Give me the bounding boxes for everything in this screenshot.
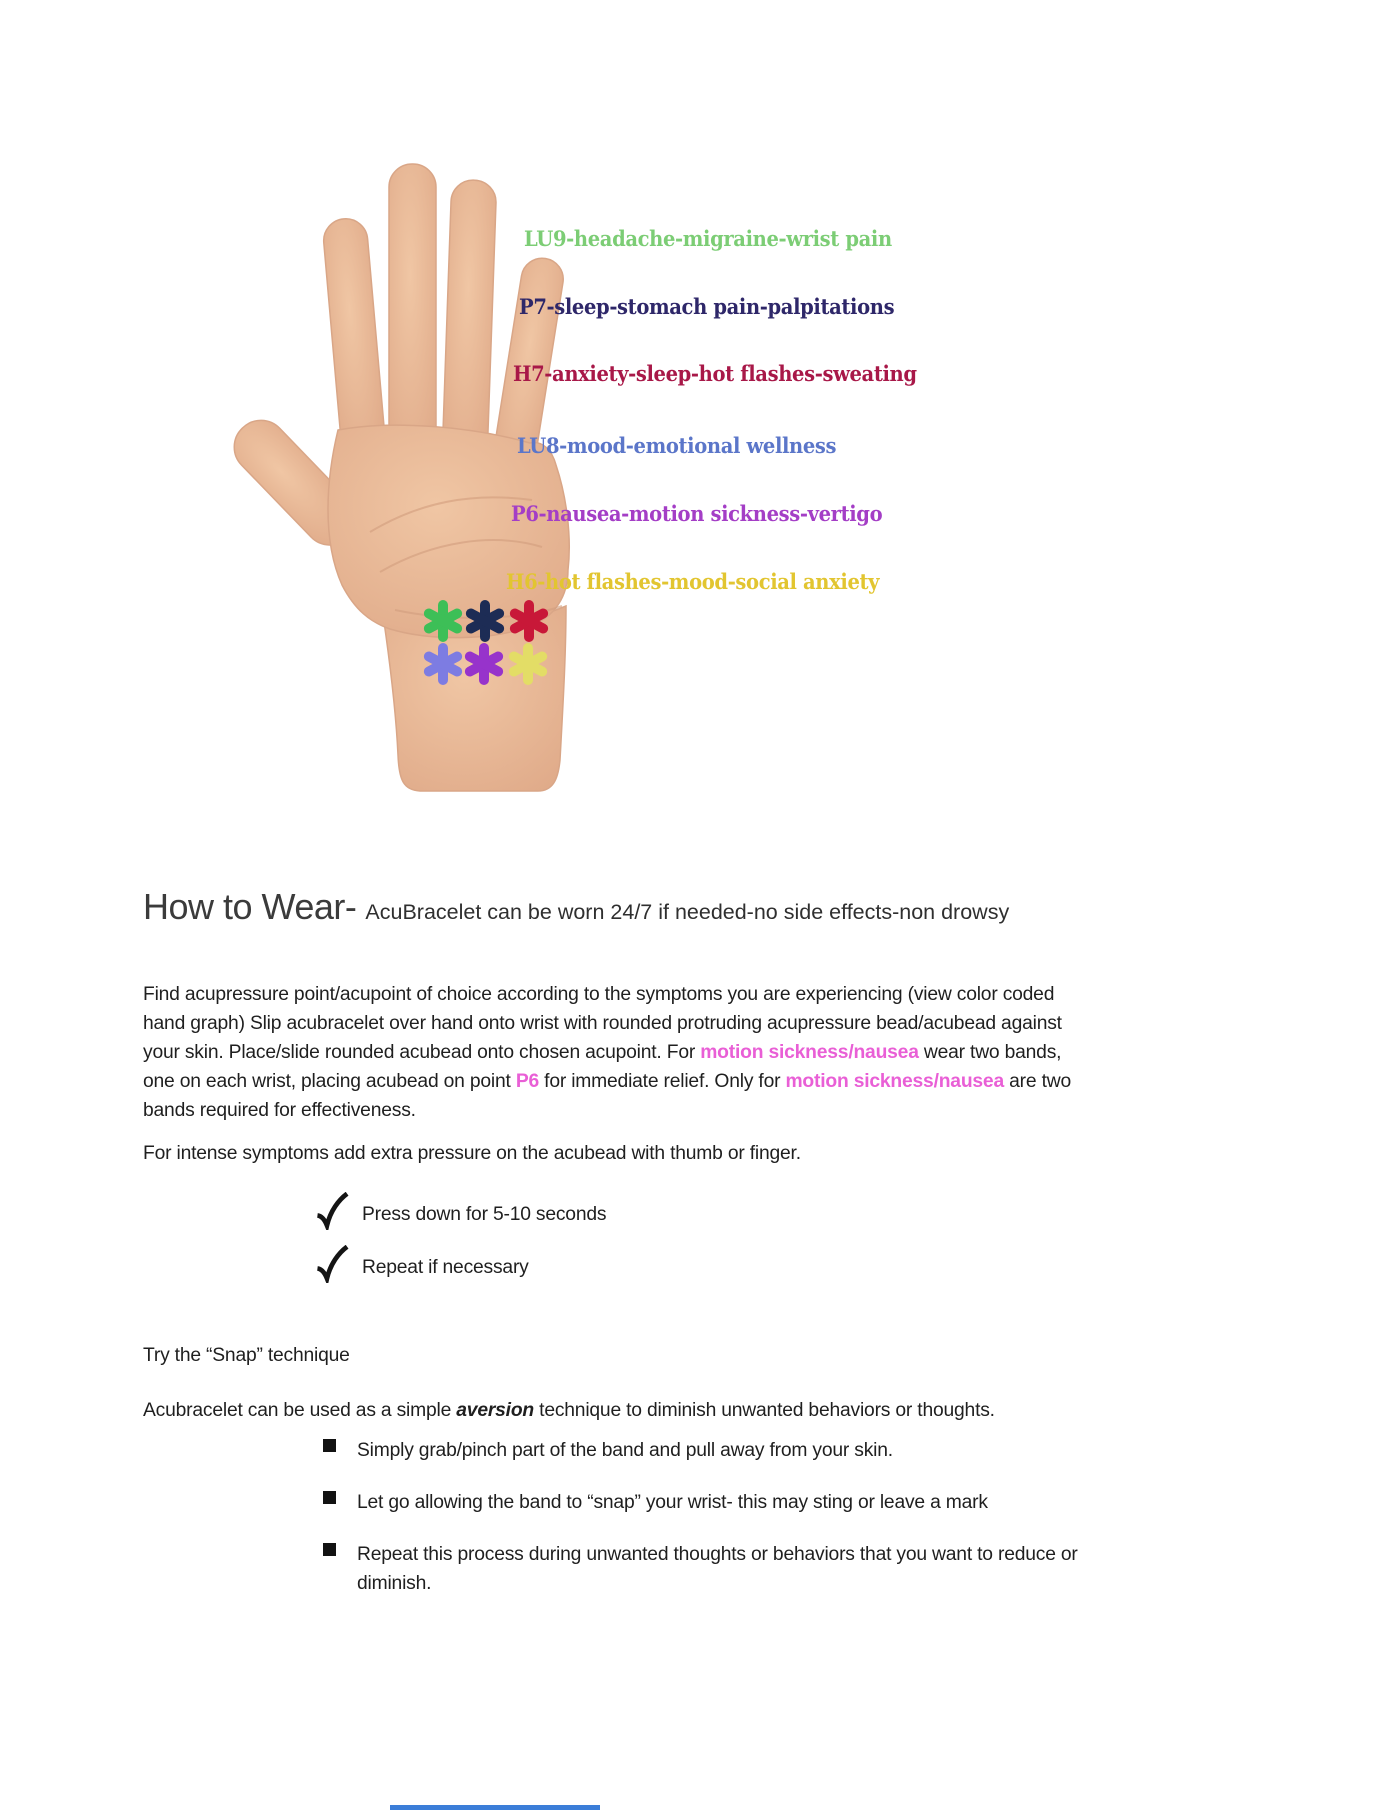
- list-item: [314, 1245, 606, 1283]
- check-item-label: Press down for 5-10 seconds: [362, 1204, 607, 1225]
- square-bullet-icon: [323, 1491, 336, 1504]
- check-item-label: Repeat if necessary: [362, 1257, 529, 1278]
- paragraph-text: are two bands required for effectiveness.: [143, 1071, 1071, 1122]
- list-item: [323, 1540, 1093, 1598]
- aversion-emphasis: aversion: [456, 1400, 534, 1422]
- section-heading: [143, 886, 1293, 928]
- highlight-motion-sickness-1: motion sickness/nausea: [700, 1042, 919, 1064]
- bullet-item-label: Let go allowing the band to “snap” your wrist- this may sting or leave a mark: [357, 1492, 988, 1513]
- pressure-note: For intense symptoms add extra pressure on the acubead with thumb or finger.: [143, 1143, 801, 1165]
- acupoint-label-p6: P6-nausea-motion sickness-vertigo: [511, 501, 883, 526]
- bullet-list: [323, 1436, 1093, 1598]
- acupoint-label-lu9: LU9-headache-migraine-wrist pain: [524, 226, 892, 251]
- list-item: [323, 1488, 1093, 1517]
- paragraph-text: wear two bands, one on each wrist, placing acubead on point: [143, 1042, 1062, 1093]
- page-title: How to Wear-: [143, 886, 357, 927]
- list-item: [323, 1436, 1093, 1465]
- snap-technique-heading: Try the “Snap” technique: [143, 1345, 350, 1367]
- square-bullet-icon: [323, 1543, 336, 1556]
- acupoint-label-p7: P7-sleep-stomach pain-palpitations: [519, 294, 895, 319]
- bullet-item-label: Simply grab/pinch part of the band and pull away from your skin.: [357, 1440, 893, 1461]
- instructions-paragraph: [143, 980, 1083, 1125]
- finger-index: [322, 217, 387, 458]
- checkmark-icon: [314, 1245, 350, 1283]
- hand-shape: [230, 164, 569, 791]
- highlight-p6: P6: [515, 1071, 539, 1093]
- finger-middle: [389, 164, 436, 456]
- paragraph-text: Find acupressure point/acupoint of choice according to the symptoms you are experiencing (view color coded hand graph) Slip acubracelet over hand onto wrist with rounded protruding acupressure bead/acubead against your skin. Place/slide rounded acubead onto chosen acupoint. For: [143, 984, 1062, 1064]
- checkmark-icon: [314, 1192, 350, 1230]
- checkmark-list: [314, 1192, 606, 1283]
- list-item: [314, 1192, 606, 1230]
- page-subtitle: AcuBracelet can be worn 24/7 if needed-no side effects-non drowsy: [365, 900, 1010, 924]
- bottom-partial-element: [390, 1805, 600, 1810]
- bullet-item-label: Repeat this process during unwanted thoughts or behaviors that you want to reduce or diminish.: [357, 1544, 1078, 1594]
- acupoint-label-lu8: LU8-mood-emotional wellness: [517, 433, 837, 458]
- paragraph-text: technique to diminish unwanted behaviors or thoughts.: [534, 1400, 995, 1422]
- aversion-paragraph: [143, 1396, 1143, 1425]
- acupoint-label-h7: H7-anxiety-sleep-hot flashes-sweating: [513, 361, 917, 386]
- paragraph-text: Acubracelet can be used as a simple: [143, 1400, 457, 1422]
- finger-ring: [442, 179, 497, 462]
- highlight-motion-sickness-2: motion sickness/nausea: [785, 1071, 1004, 1093]
- acupoint-label-h6: H6-hot flashes-mood-social anxiety: [506, 569, 880, 594]
- square-bullet-icon: [323, 1439, 336, 1452]
- paragraph-text: for immediate relief. Only for: [539, 1071, 786, 1093]
